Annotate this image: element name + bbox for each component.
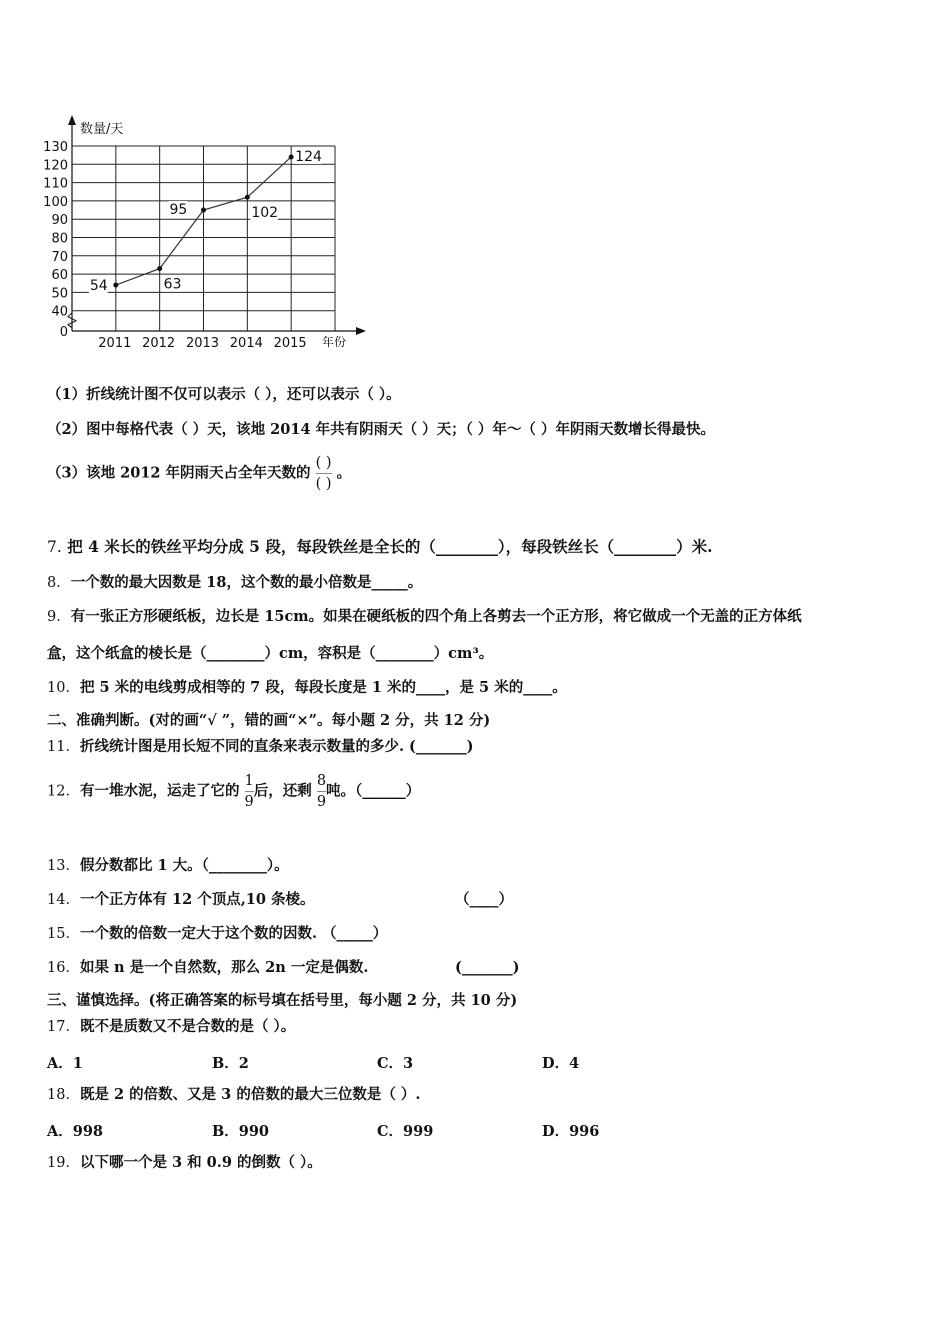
x-tick-labels [98,336,306,351]
x-axis-label: 年份 [322,335,347,349]
q6-sub1: （1）折线统计图不仅可以表示（ ），还可以表示（ ）。 [47,386,401,403]
q6-sub3: （3）该地 2012 年阴雨天占全年天数的 $\frac{( )}{( )}$ 。 [47,455,352,492]
question-15: 15．一个数的倍数一定大于这个数的因数. （_____） [47,925,388,942]
y-tick-label: 50 [51,286,68,302]
q17-option-b[interactable]: B．2 [212,1055,249,1072]
data-label: 95 [169,202,188,219]
q17-option-a[interactable]: A．1 [47,1055,83,1072]
q6-sub2: （2）图中每格代表（ ）天，该地 2014 年共有阴雨天（ ）天；（ ）年～（ ）年阴雨天数增长得最快。 [47,421,715,438]
x-tick-label: 2012 [142,336,176,351]
data-point [113,283,118,288]
q18-option-d[interactable]: D．996 [542,1123,600,1140]
question-14: 14．一个正方体有 12 个顶点,10 条棱。 [47,891,315,908]
chart-grid [68,146,335,331]
y-tick-label: 120 [43,158,68,174]
question-19: 19．以下哪一个是 3 和 0.9 的倒数（ ）。 [47,1154,322,1171]
q18-option-a[interactable]: A．998 [47,1123,104,1140]
data-point [289,154,294,159]
y-tick-label: 80 [51,231,68,247]
q18-option-c[interactable]: C．999 [377,1123,434,1140]
question-14-paren: （____） [455,891,513,908]
y-tick-labels [43,140,68,340]
question-17: 17．既不是质数又不是合数的是（ ）。 [47,1018,296,1035]
chart-series [89,148,322,294]
x-tick-label: 2014 [229,336,263,351]
fraction-eight-ninths: $\frac{8}{9}$ [316,773,327,810]
x-tick-label: 2015 [273,336,307,351]
question-13: 13．假分数都比 1 大。（________）。 [47,857,289,874]
data-point [157,266,162,271]
data-label: 63 [163,276,182,293]
data-label: 102 [251,205,279,222]
line-chart [40,113,380,358]
q18-option-b[interactable]: B．990 [212,1123,270,1140]
x-tick-label: 2013 [185,336,220,351]
question-11: 11．折线统计图是用长短不同的直条来表示数量的多少. (_______) [47,738,474,755]
section-2-heading: 二、准确判断。(对的画“√ ”，错的画“×”。每小题 2 分，共 12 分) [47,712,491,729]
y-tick-label: 100 [43,194,68,210]
y-tick-label: 130 [43,140,68,155]
question-16-paren: (_______) [455,959,520,976]
y-tick-label: 110 [43,176,68,192]
question-16: 16．如果 n 是一个自然数，那么 2n 一定是偶数. [47,959,369,976]
question-9-line2: 盒，这个纸盒的棱长是（________）cm，容积是（________）cm³。 [47,645,494,662]
y-tick-label: 70 [51,249,68,265]
question-12: 12．有一堆水泥，运走了它的 $\frac{1}{9}$ 后，还剩 $\frac{8}{9}$ 吨。（______） [47,773,421,810]
data-label: 54 [89,278,108,295]
data-label: 124 [295,148,322,165]
y-axis-label: 数量/天 [80,122,124,137]
y-tick-label: 90 [51,213,68,229]
data-point [245,195,250,200]
question-7: 7. 把 4 米长的铁丝平均分成 5 段，每段铁丝是全长的（________），每段铁丝长（________）米. [47,537,713,556]
y-tick-label: 60 [51,268,68,284]
data-point [201,208,206,213]
y-tick-label: 40 [51,304,68,320]
question-9-line1: 9．有一张正方形硬纸板，边长是 15cm。如果在硬纸板的四个角上各剪去一个正方形，将它做成一个无盖的正方体纸 [47,608,802,625]
question-18: 18．既是 2 的倍数、又是 3 的倍数的最大三位数是（ ）. [47,1086,421,1103]
section-3-heading: 三、谨慎选择。(将正确答案的标号填在括号里，每小题 2 分，共 10 分) [47,992,518,1009]
q17-option-c[interactable]: C．3 [377,1055,414,1072]
y-tick-label: 0 [59,325,68,340]
q6-sub3-fraction: $\frac{( )}{( )}$ [315,455,332,492]
q17-option-d[interactable]: D．4 [542,1055,580,1072]
fraction-one-ninth: $\frac{1}{9}$ [244,773,254,810]
question-8: 8．一个数的最大因数是 18，这个数的最小倍数是_____。 [47,574,423,591]
question-10: 10．把 5 米的电线剪成相等的 7 段，每段长度是 1 米的____，是 5 米的____。 [47,679,567,696]
x-tick-label: 2011 [98,336,132,351]
